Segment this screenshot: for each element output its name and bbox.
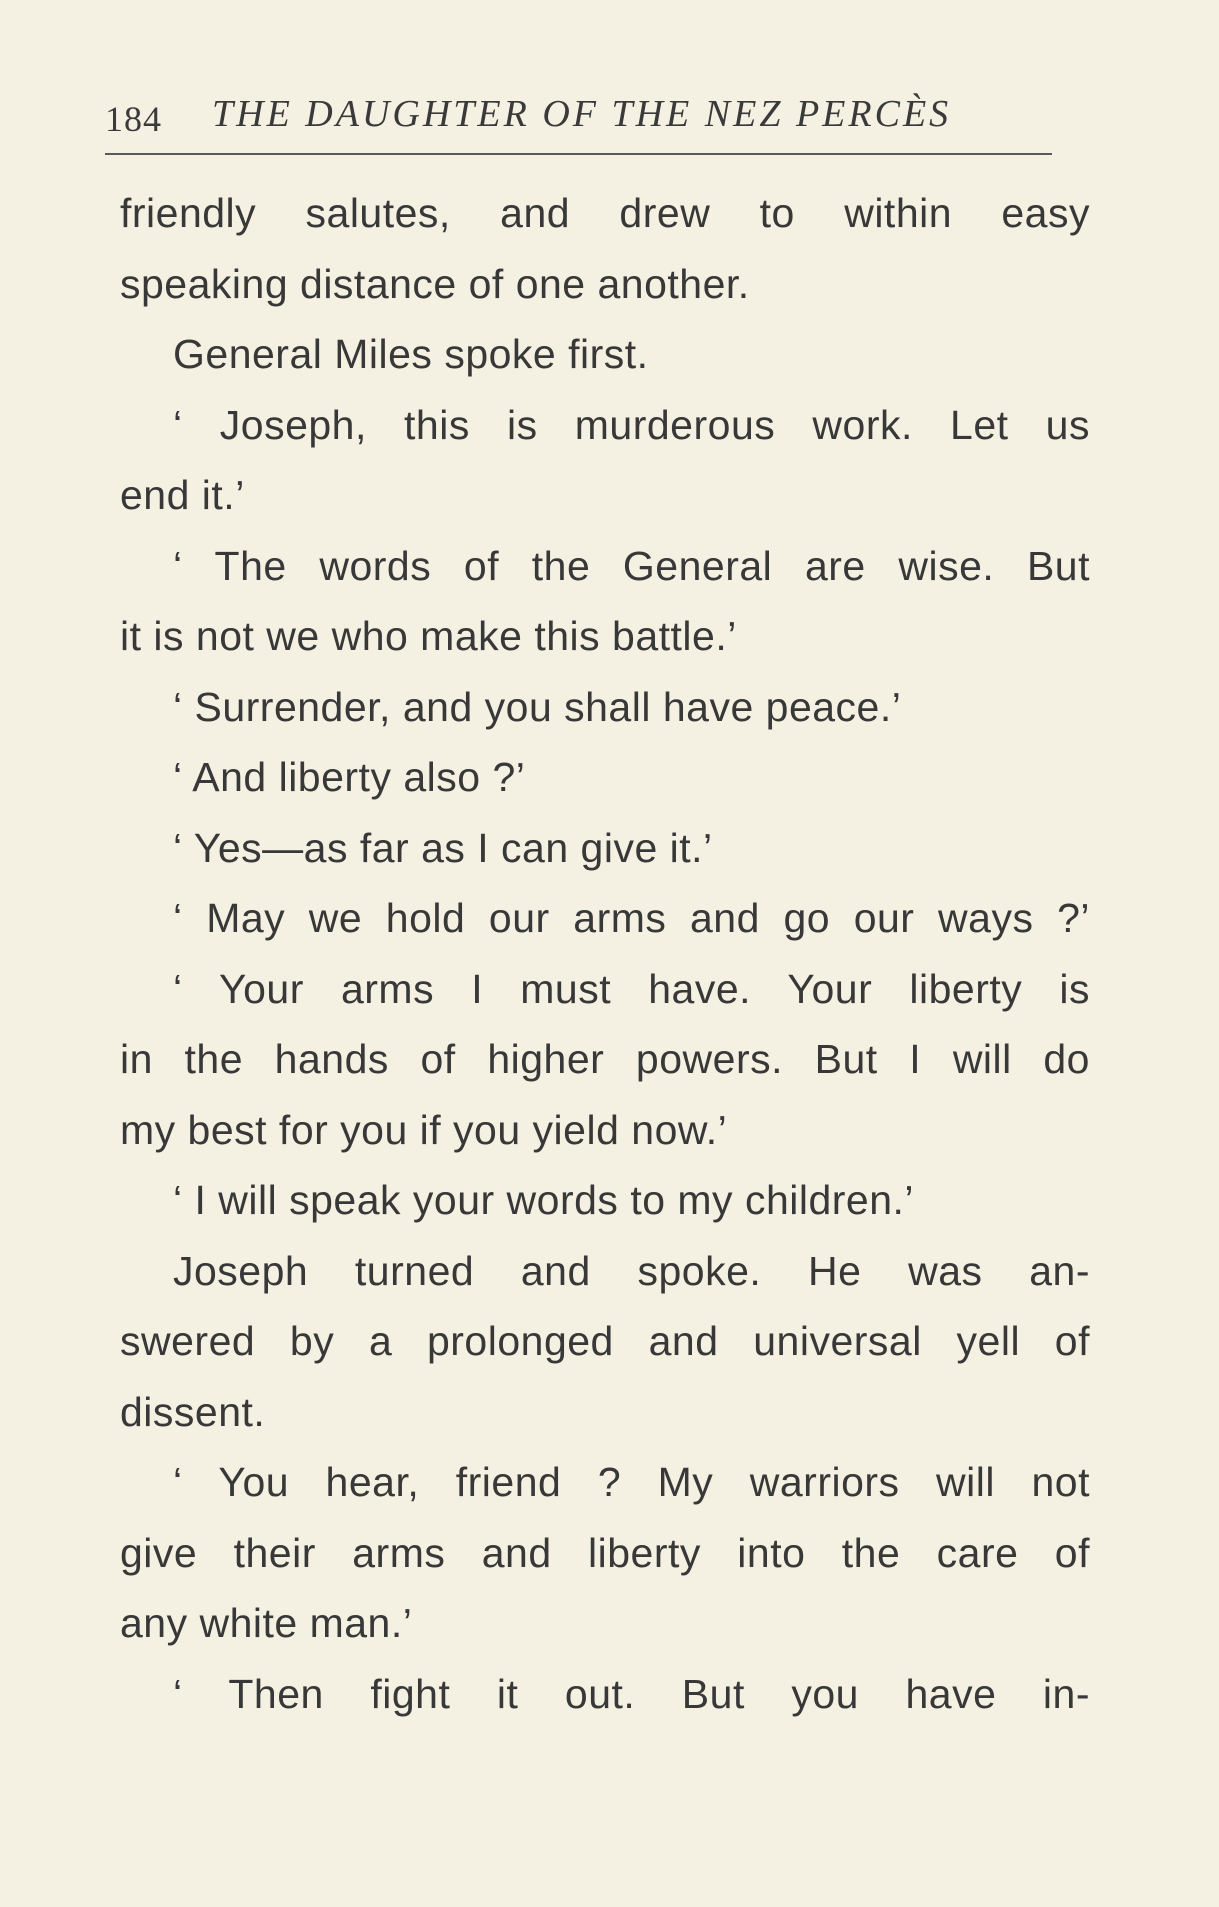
text-line: ‘ I will speak your words to my children.’: [173, 1177, 915, 1223]
text-line: ‘ Yes—as far as I can give it.’: [173, 824, 713, 871]
text-line: ‘ The words of the General are wise. But: [173, 542, 1090, 589]
text-line: ‘ Joseph, this is murderous work. Let us: [173, 401, 1090, 448]
text-line: General Miles spoke first.: [173, 331, 649, 377]
text-line: ‘ And liberty also ?’: [173, 754, 526, 800]
text-line: ‘ May we hold our arms and go our ways ?’: [173, 895, 1090, 941]
text-line: swered by a prolonged and universal yell of: [120, 1318, 1090, 1364]
text-line: Joseph turned and spoke. He was an-: [173, 1247, 1090, 1294]
text-line: my best for you if you yield now.’: [120, 1106, 728, 1153]
text-line: speaking distance of one another.: [120, 260, 750, 307]
text-line: ‘ Your arms I must have. Your liberty is: [173, 965, 1090, 1012]
text-line: ‘ You hear, friend ? My warriors will not: [173, 1459, 1090, 1505]
header-rule: [105, 153, 1052, 155]
page-number: 184: [105, 99, 162, 139]
page-header: [105, 92, 1065, 142]
text-line: ‘ Surrender, and you shall have peace.’: [173, 683, 902, 730]
text-line: friendly salutes, and drew to within easy: [120, 190, 1090, 236]
body-text: [120, 178, 1090, 1729]
text-line: ‘ Then fight it out. But you have in-: [173, 1670, 1090, 1717]
text-line: in the hands of higher powers. But I will do: [120, 1036, 1090, 1082]
text-line: dissent.: [120, 1388, 266, 1435]
text-line: give their arms and liberty into the care of: [120, 1529, 1090, 1576]
text-line: end it.’: [120, 472, 245, 518]
text-line: it is not we who make this battle.’: [120, 613, 737, 659]
running-title: THE DAUGHTER OF THE NEZ PERCÈS: [212, 93, 952, 135]
text-line: any white man.’: [120, 1600, 413, 1646]
